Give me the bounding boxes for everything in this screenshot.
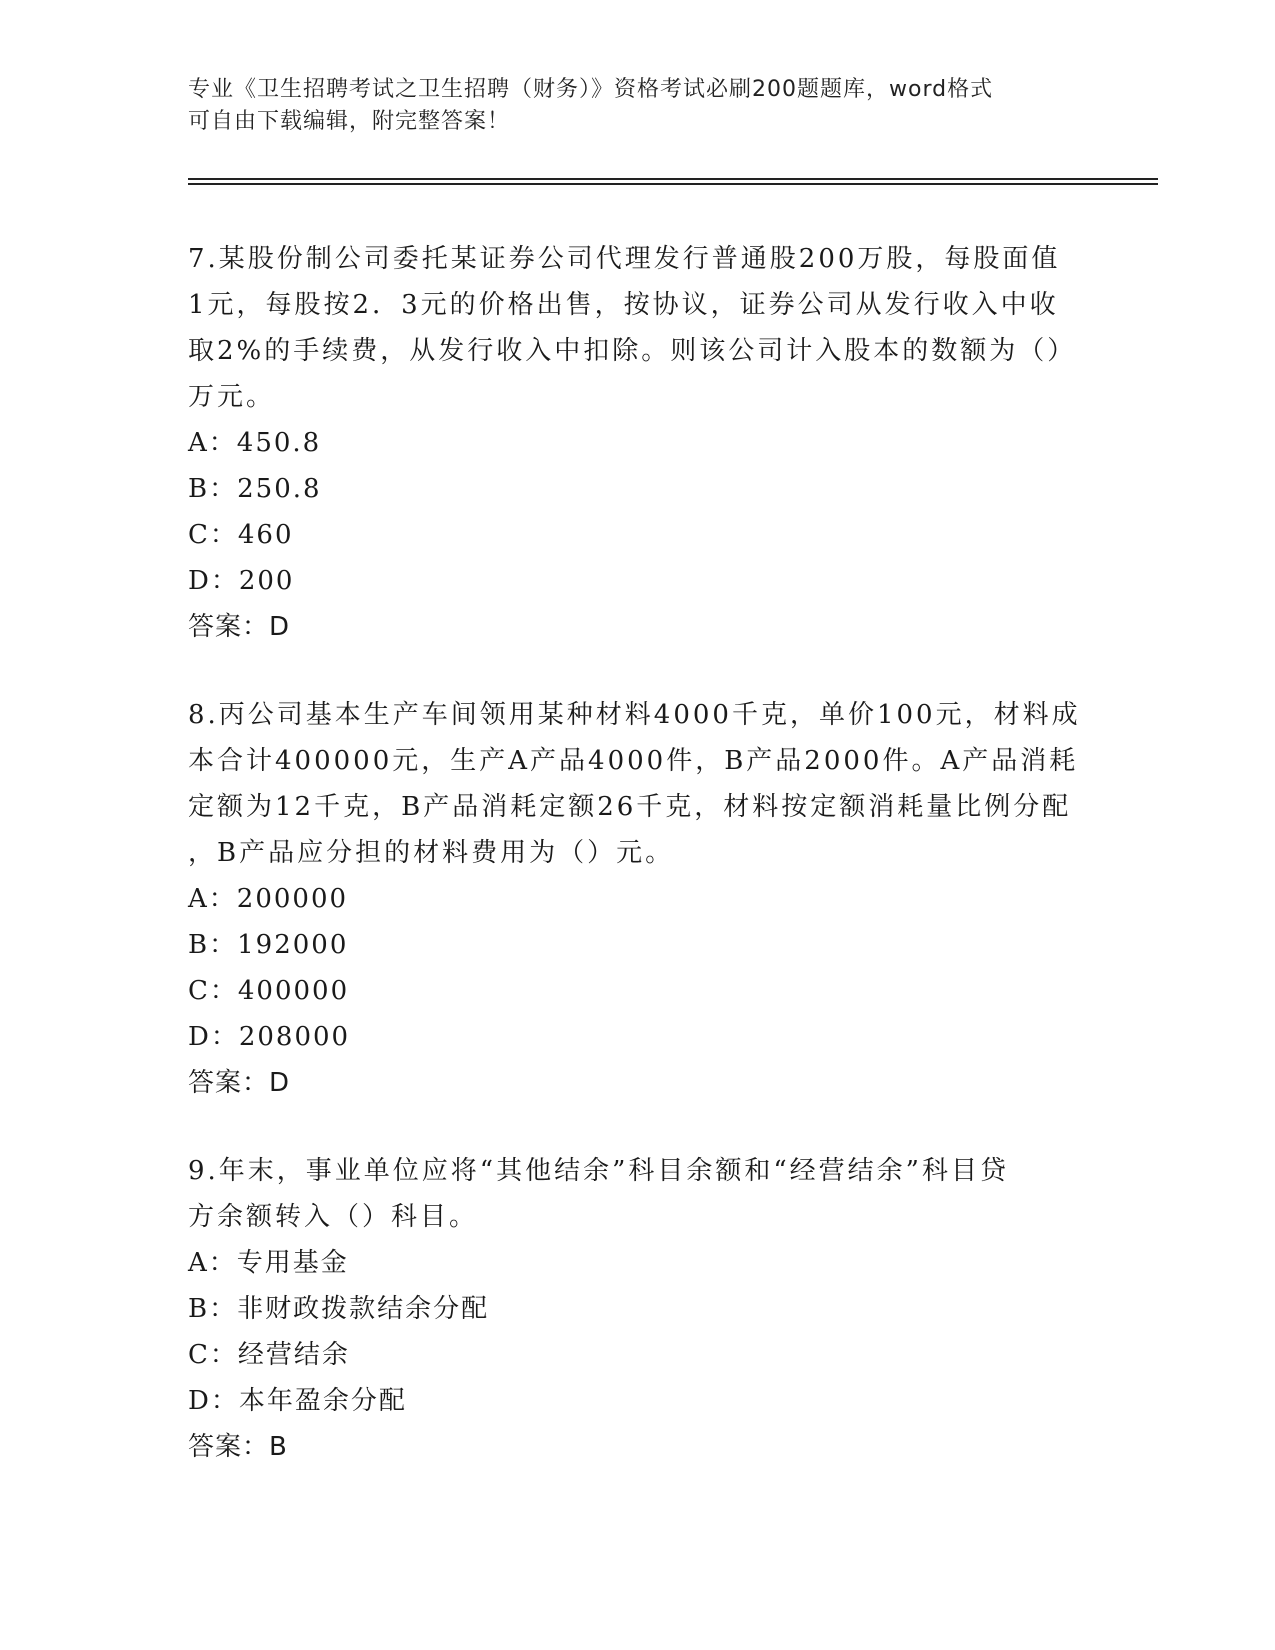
option-d: D：208000 xyxy=(188,1022,351,1052)
question-text-line: 1元，每股按2．3元的价格出售，按协议，证券公司从发行收入中收 xyxy=(188,290,1059,320)
option-c: C：460 xyxy=(188,520,294,550)
question-list xyxy=(188,236,1088,1512)
question-text-line: 8.丙公司基本生产车间领用某种材料4000千克，单价100元，材料成 xyxy=(188,700,1081,730)
answer-label: 答案：B xyxy=(188,1432,288,1462)
option-c: C：经营结余 xyxy=(188,1340,350,1370)
question-text-line: 本合计400000元，生产A产品4000件，B产品2000件。A产品消耗 xyxy=(188,746,1079,776)
option-b: B：192000 xyxy=(188,930,349,960)
header-line-1: 专业《卫生招聘考试之卫生招聘（财务）》资格考试必刷200题题库，word格式 xyxy=(188,77,994,102)
question-8 xyxy=(188,692,1088,1106)
question-9 xyxy=(188,1148,1088,1470)
option-a: A：专用基金 xyxy=(188,1248,349,1278)
option-a: A：450.8 xyxy=(188,428,322,458)
answer-label: 答案：D xyxy=(188,612,291,642)
question-text-line: 方余额转入（）科目。 xyxy=(188,1202,479,1232)
header-line-2: 可自由下载编辑，附完整答案！ xyxy=(188,109,511,134)
option-b: B：非财政拨款结余分配 xyxy=(188,1294,490,1324)
document-header xyxy=(188,74,1088,138)
option-b: B：250.8 xyxy=(188,474,322,504)
header-divider-top xyxy=(188,178,1158,180)
question-text-line: 万元。 xyxy=(188,382,276,412)
option-d: D：本年盈余分配 xyxy=(188,1386,407,1416)
option-d: D：200 xyxy=(188,566,295,596)
question-text-line: ，B产品应分担的材料费用为（）元。 xyxy=(188,838,675,868)
question-text-line: 7.某股份制公司委托某证券公司代理发行普通股200万股，每股面值 xyxy=(188,244,1061,274)
question-text-line: 取2%的手续费，从发行收入中扣除。则该公司计入股本的数额为（） xyxy=(188,336,1077,366)
header-divider-bottom xyxy=(188,183,1158,185)
question-text-line: 9.年末，事业单位应将“其他结余”科目余额和“经营结余”科目贷 xyxy=(188,1156,1009,1186)
question-text-line: 定额为12千克，B产品消耗定额26千克，材料按定额消耗量比例分配 xyxy=(188,792,1072,822)
option-c: C：400000 xyxy=(188,976,350,1006)
option-a: A：200000 xyxy=(188,884,349,914)
question-7 xyxy=(188,236,1088,650)
answer-label: 答案：D xyxy=(188,1068,291,1098)
